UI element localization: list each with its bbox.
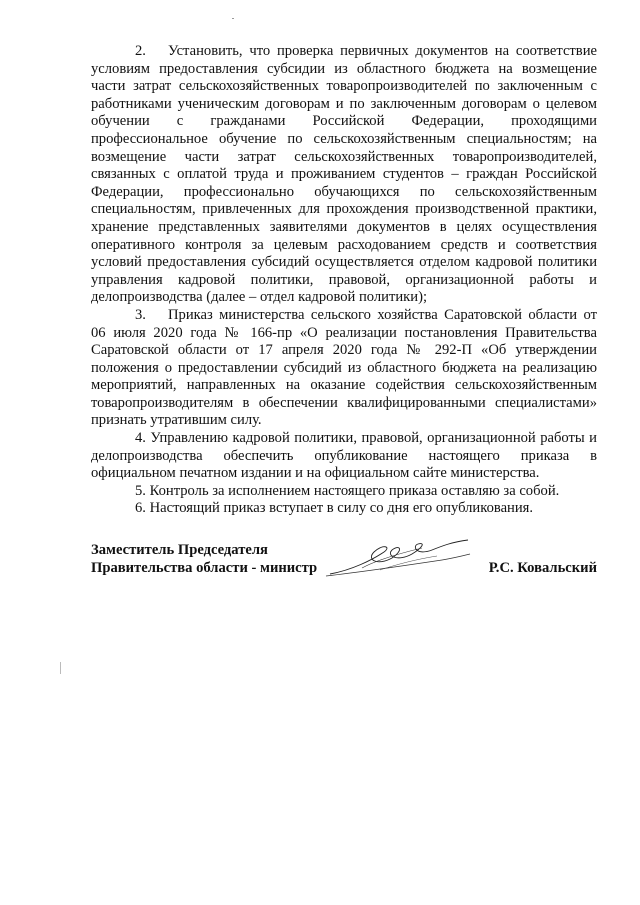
handwritten-signature xyxy=(322,530,472,580)
paragraph-3 xyxy=(91,307,597,430)
paragraph-4: 4. Управлению кадровой политики, правовой, организационной работы и делопроизводства обеспечить опубликование настоящего приказа в официальном печатном издании и на официальном сайте министерства. xyxy=(91,430,597,482)
signatory-title-line2: Правительства области - министр xyxy=(91,560,318,576)
paragraph-number: 2. xyxy=(135,43,146,59)
scan-mark xyxy=(60,662,61,674)
paragraph-2 xyxy=(91,43,597,307)
signatory-name: Р.С. Ковальский xyxy=(488,560,597,576)
scan-dot xyxy=(232,18,234,19)
paragraph-number: 3. xyxy=(135,306,146,323)
paragraph-6: 6. Настоящий приказ вступает в силу со дня его опубликования. xyxy=(135,500,534,517)
paragraph-5: 5. Контроль за исполнением настоящего приказа оставляю за собой. xyxy=(135,482,560,499)
document-body xyxy=(91,43,597,518)
signatory-title-line1: Заместитель Председателя xyxy=(91,542,268,558)
paragraph-text: Установить, что проверка первичных документов на соответствие условиям предоставления субсидии из областного бюджета на возмещение части затрат сельскохозяйственных товаропроизводителей по заключенным с работниками ученическим договорам и по заключенным договорам о целевом обучении с гражданами Российской Федерации, проходящими профессиональное обучение по сельскохозяйственным специальностям; на возмещение части затрат сельскохозяйственных товаропроизводителей, связанных с оплатой труда и проживанием студентов – граждан Российской Федерации, профессионально обучающихся по сельскохозяйственным специальностям, привлеченных для прохождения производственной практики, хранение представленных заявителями документов в целях осуществления оперативного контроля за целевым расходованием средств и соответствия условий предоставления субсидий осуществляется отделом кадровой политики управления кадровой политики, правовой, организационной работы и делопроизводства (далее – отдел кадровой политики); xyxy=(91,43,597,306)
paragraph-text: Приказ министерства сельского хозяйства Саратовской области от 06 июля 2020 года № 166-пр «О реализации постановления Правительства Саратовской области от 17 апреля 2020 года № 292-П «Об утверждении положения о предоставлении субсидий из областного бюджета на реализацию мероприятий, направленных на оказание содействия сельскохозяйственным товаропроизводителям в обеспечении квалифицированными специалистами» признать утратившим силу. xyxy=(91,306,597,429)
